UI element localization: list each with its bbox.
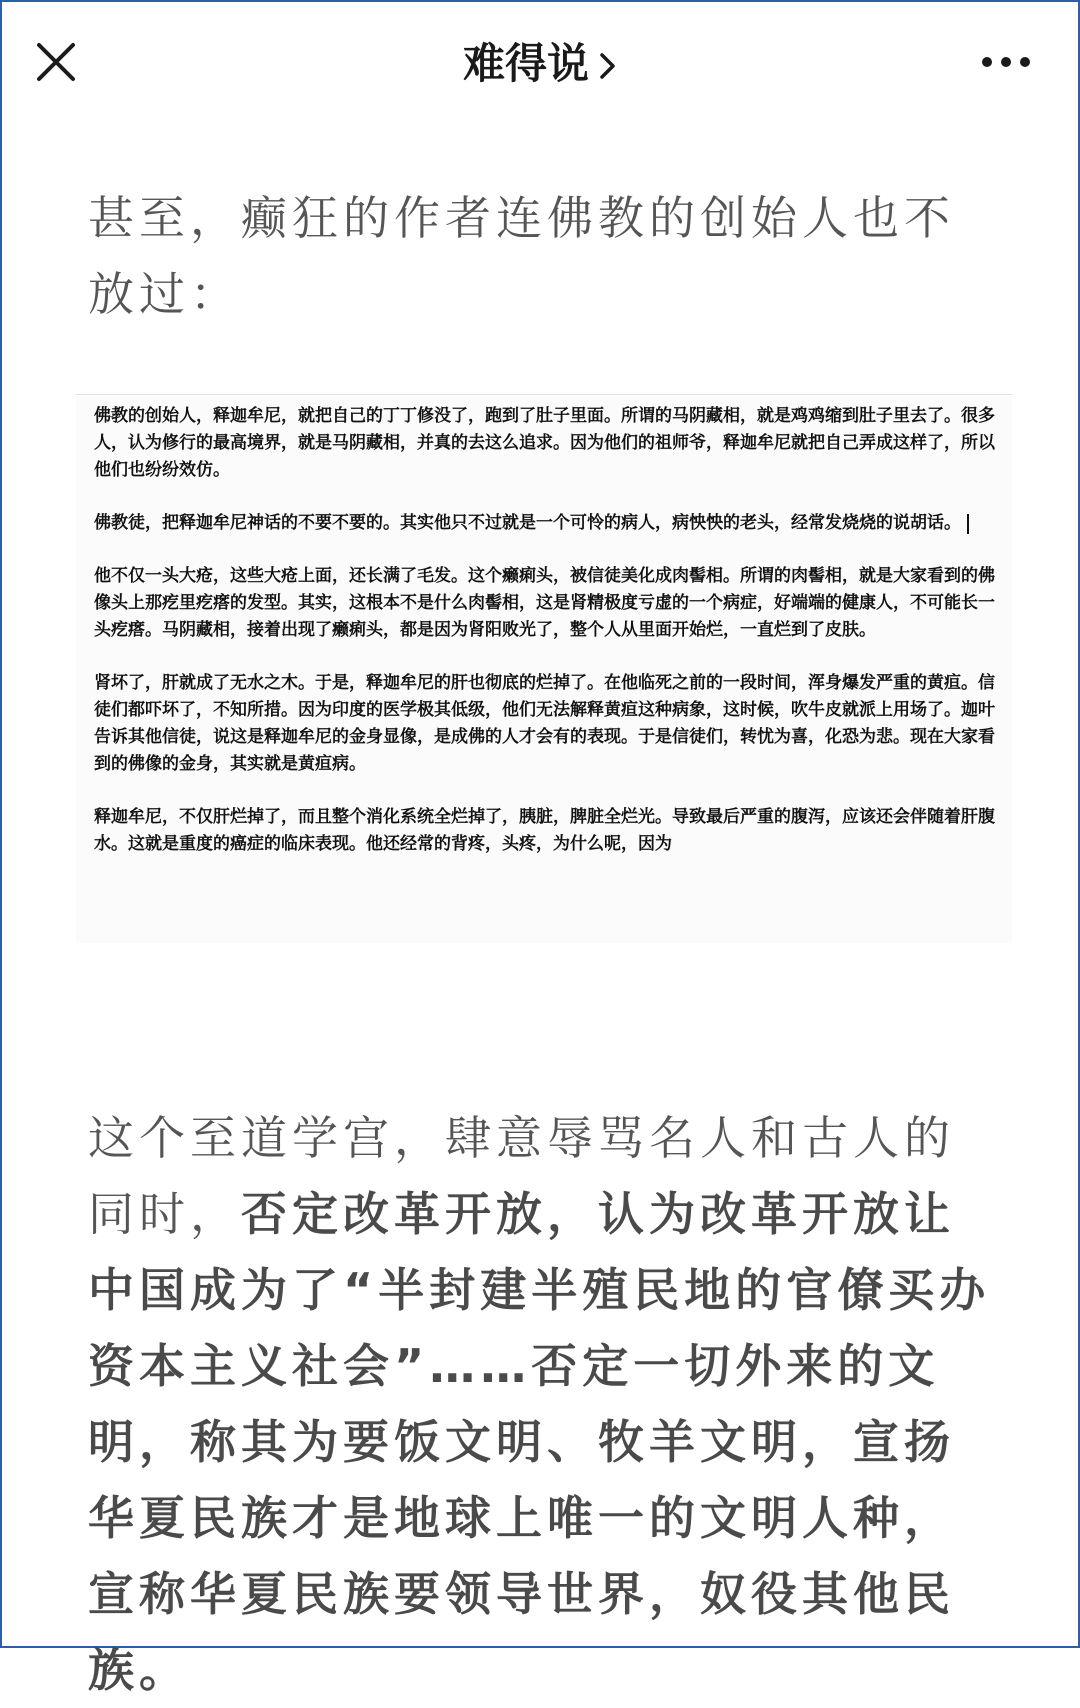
article-paragraph-main [88, 1100, 998, 1708]
screenshot-paragraph: 释迦牟尼，不仅肝烂掉了，而且整个消化系统全烂掉了，胰脏，脾脏全烂光。导致最后严重的腹泻，应该还会伴随着肝腹水。这就是重度的癌症的临床表现。他还经常的背疼，头疼，为什么呢，因为 [94, 807, 995, 854]
screenshot-text [94, 403, 996, 884]
embedded-screenshot-image [76, 394, 1012, 943]
screenshot-paragraph: 肾坏了，肝就成了无水之木。于是，释迦牟尼的肝也彻底的烂掉了。在他临死之前的一段时间，浑身爆发严重的黄疸。信徒们都吓坏了，不知所措。因为印度的医学极其低级，他们无法解释黄疸这种病象，这时候，吹牛皮就派上用场了。迦叶告诉其他信徒，说这是释迦牟尼的金身显像，是成佛的人才会有的表现。于是信徒们，转忧为喜，化恐为悲。现在大家看到的佛像的金身，其实就是黄疸病。 [94, 673, 995, 774]
paragraph-plain-text: 这个至道学宫，肆意辱骂名人和古人的同时， [88, 1111, 955, 1241]
screenshot-paragraph: 他不仅一头大疮，这些大疮上面，还长满了毛发。这个癞痢头，被信徒美化成肉髻相。所谓的肉髻相，就是大家看到的佛像头上那疙里疙瘩的发型。其实，这根本不是什么肉髻相，这是肾精极度亏虚的一个病症，好端端的健康人，不可能长一头疙瘩。马阴藏相，接着出现了癞痢头，都是因为肾阳败光了，整个人从里面开始烂，一直烂到了皮肤。 [94, 566, 995, 640]
account-name: 难得说 [462, 39, 589, 88]
screenshot-paragraph: 佛教徒，把释迦牟尼神话的不要不要的。其实他只不过就是一个可怜的病人，病怏怏的老头，经常发烧烧的说胡话。 [94, 510, 996, 537]
screenshot-paragraph: 佛教的创始人，释迦牟尼，就把自己的丁丁修没了，跑到了肚子里面。所谓的马阴藏相，就是鸡鸡缩到肚子里去了。很多人，认为修行的最高境界，就是马阴藏相，并真的去这么追求。因为他们的祖师爷，释迦牟尼就把自己弄成这样了，所以他们也纷纷效仿。 [94, 406, 995, 480]
top-navigation-bar [2, 2, 1078, 122]
text-cursor [967, 514, 969, 534]
paragraph-bold-text: 否定改革开放，认为改革开放让中国成为了“半封建半殖民地的官僚买办资本主义社会”……否定一切外来的文明，称其为要饭文明、牧羊文明，宣扬华夏民族才是地球上唯一的文明人种，宣称华夏民族要领导世界，奴役其他民族。 [88, 1187, 991, 1697]
account-title-link[interactable] [2, 36, 1078, 95]
more-dots-icon [980, 54, 1032, 70]
article-paragraph-intro: 甚至，癫狂的作者连佛教的创始人也不放过： [88, 191, 955, 321]
more-options-button[interactable] [980, 54, 1032, 70]
chevron-right-icon [599, 39, 617, 95]
